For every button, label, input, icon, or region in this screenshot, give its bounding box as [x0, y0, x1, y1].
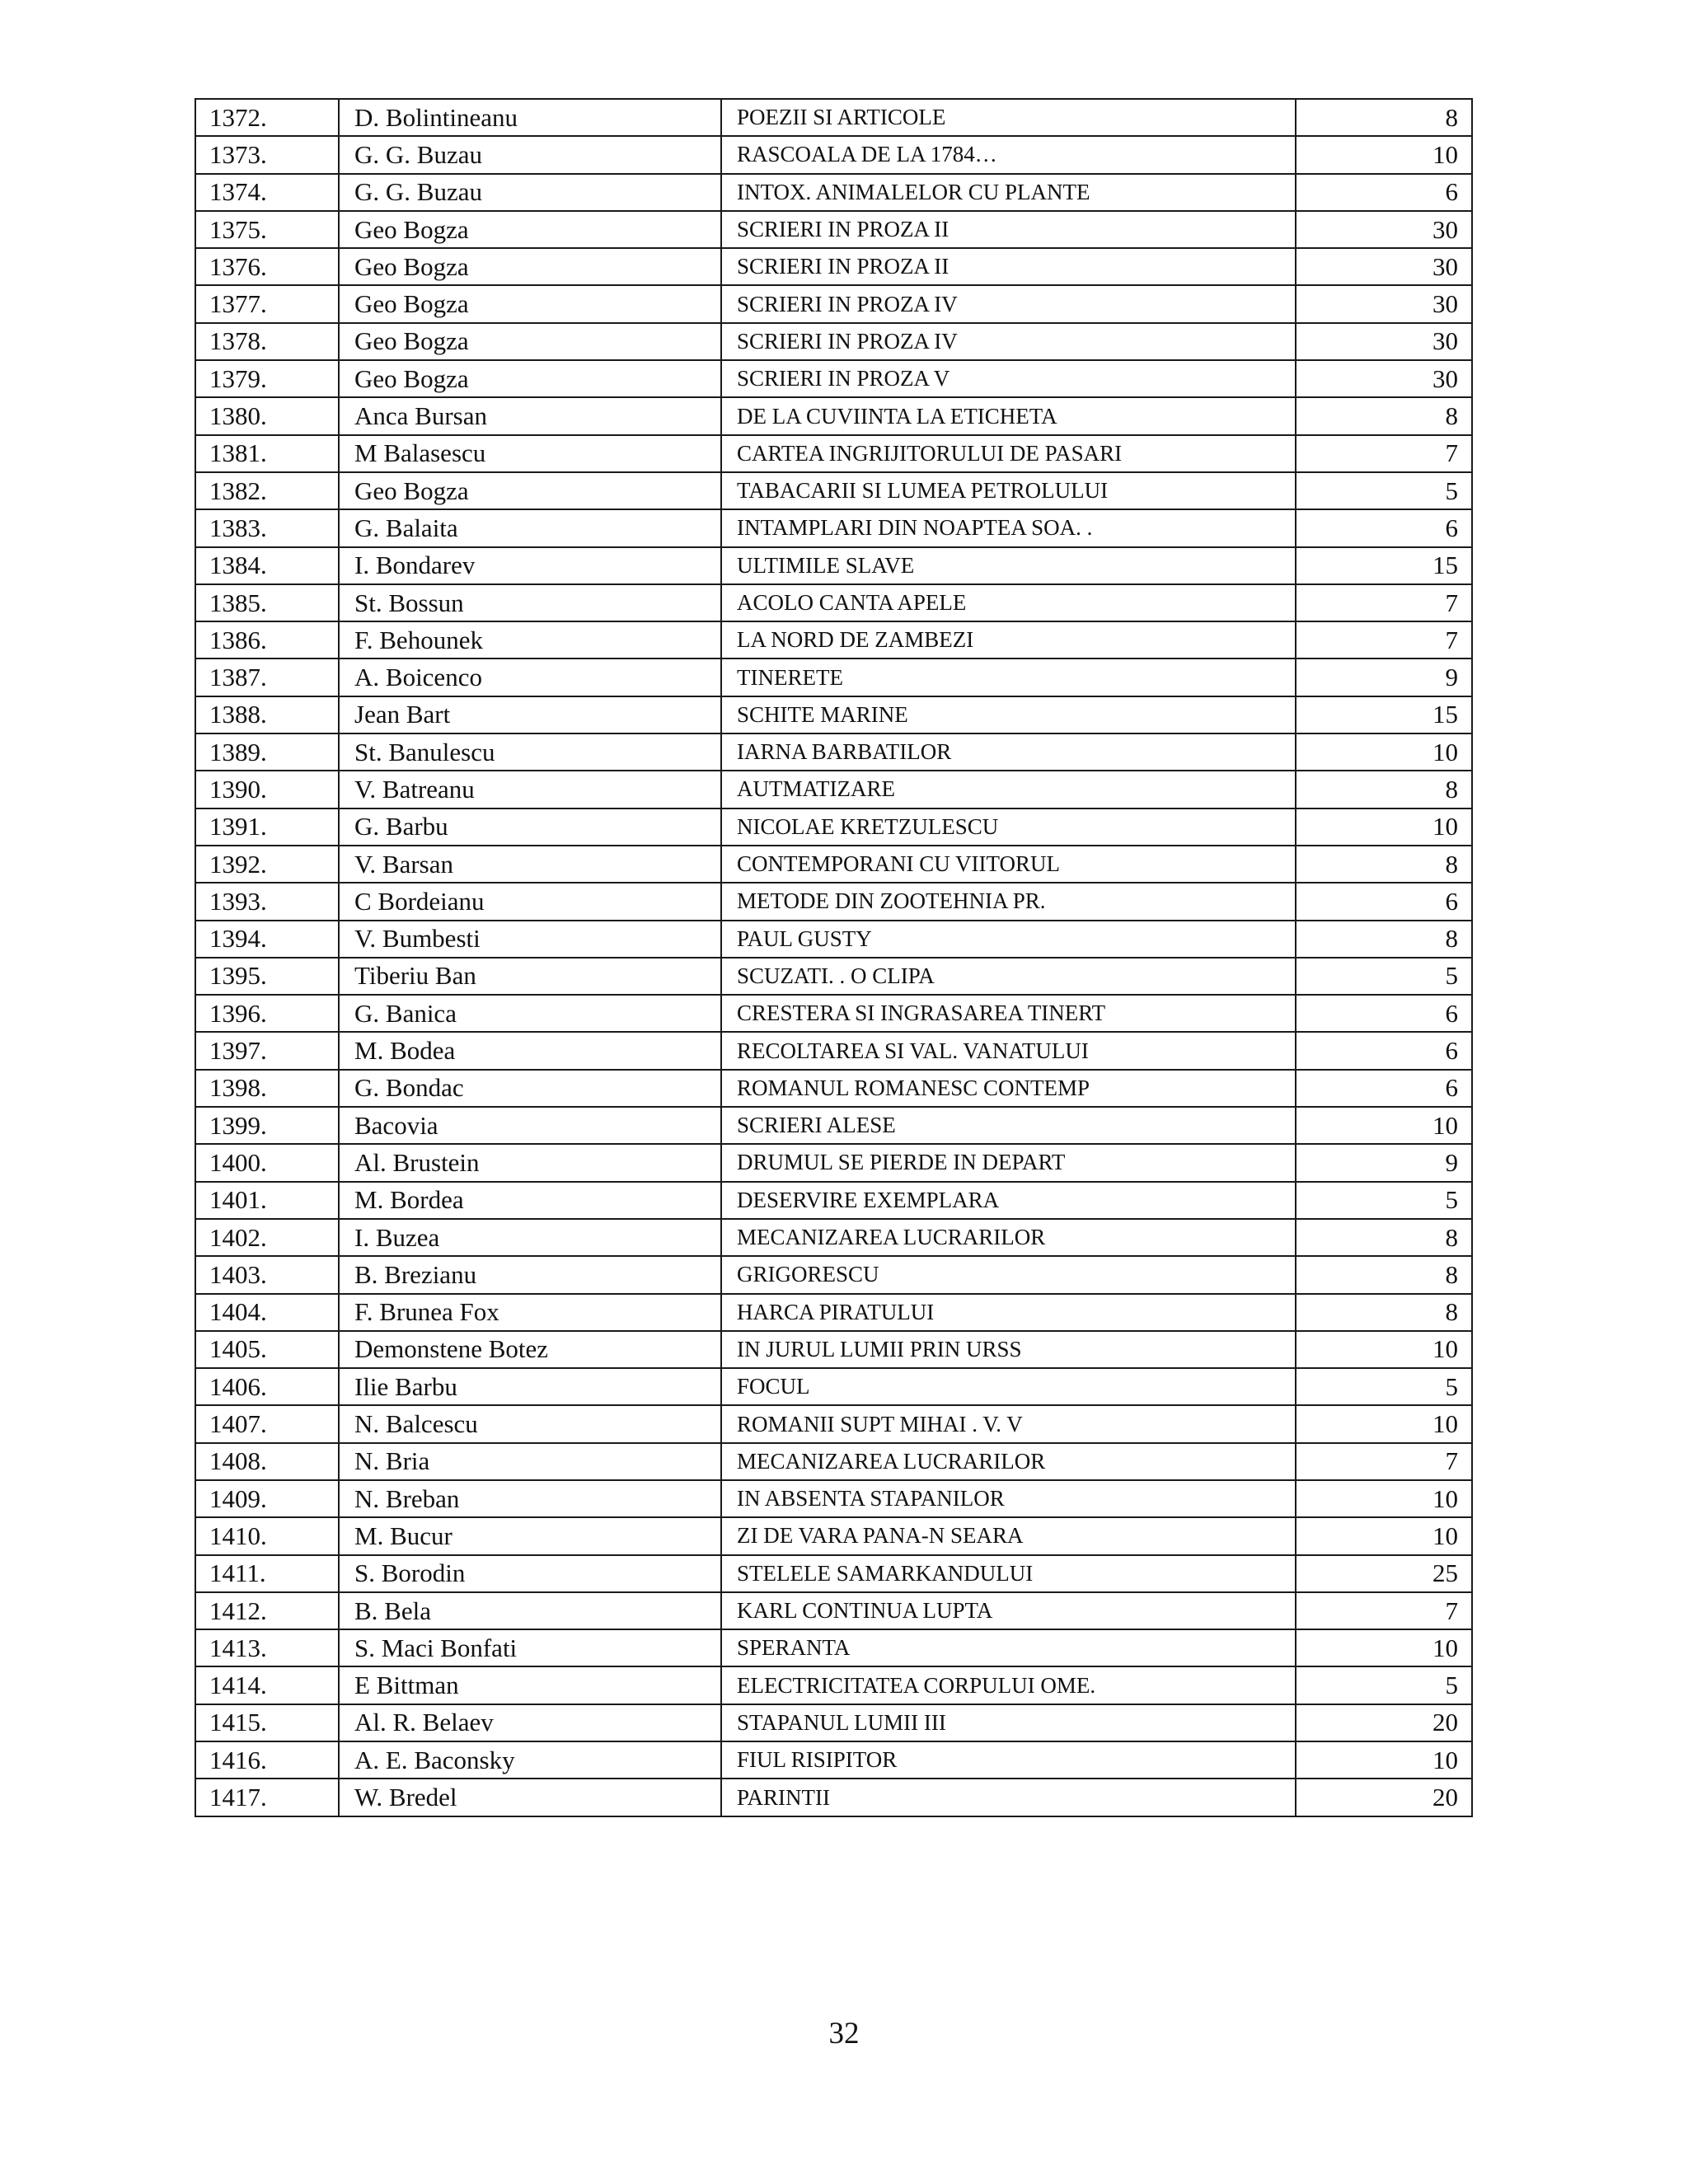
price-cell: 10	[1296, 733, 1472, 771]
table-row	[195, 323, 1472, 360]
price-cell: 9	[1296, 658, 1472, 696]
row-number-cell: 1373.	[195, 136, 339, 173]
row-number-cell: 1372.	[195, 99, 339, 136]
row-number-cell: 1389.	[195, 733, 339, 771]
row-number-cell: 1416.	[195, 1741, 339, 1779]
row-number-cell: 1398.	[195, 1070, 339, 1107]
title-cell: RECOLTAREA SI VAL. VANATULUI	[721, 1032, 1296, 1069]
table-row	[195, 211, 1472, 248]
price-cell: 7	[1296, 584, 1472, 621]
title-cell: ROMANII SUPT MIHAI . V. V	[721, 1405, 1296, 1442]
table-row	[195, 921, 1472, 958]
table-row	[195, 248, 1472, 285]
table-row	[195, 360, 1472, 397]
price-cell: 8	[1296, 1256, 1472, 1293]
title-cell: RASCOALA DE LA 1784…	[721, 136, 1296, 173]
row-number-cell: 1405.	[195, 1331, 339, 1368]
row-number-cell: 1406.	[195, 1368, 339, 1405]
row-number-cell: 1384.	[195, 547, 339, 584]
table-row	[195, 1107, 1472, 1144]
row-number-cell: 1377.	[195, 285, 339, 322]
price-cell: 10	[1296, 808, 1472, 846]
row-number-cell: 1413.	[195, 1629, 339, 1666]
author-cell: Demonstene Botez	[339, 1331, 721, 1368]
price-cell: 8	[1296, 397, 1472, 434]
title-cell: SCHITE MARINE	[721, 696, 1296, 733]
page-number: 32	[828, 2017, 860, 2050]
price-cell: 8	[1296, 99, 1472, 136]
table-row	[195, 1779, 1472, 1816]
inventory-table-body	[195, 99, 1472, 1816]
row-number-cell: 1410.	[195, 1517, 339, 1554]
price-cell: 9	[1296, 1144, 1472, 1181]
price-cell: 6	[1296, 1032, 1472, 1069]
author-cell: M. Bordea	[339, 1182, 721, 1219]
row-number-cell: 1390.	[195, 771, 339, 808]
author-cell: G. G. Buzau	[339, 136, 721, 173]
author-cell: W. Bredel	[339, 1779, 721, 1816]
price-cell: 6	[1296, 1070, 1472, 1107]
row-number-cell: 1409.	[195, 1480, 339, 1517]
row-number-cell: 1393.	[195, 883, 339, 920]
row-number-cell: 1378.	[195, 323, 339, 360]
title-cell: IN JURUL LUMII PRIN URSS	[721, 1331, 1296, 1368]
author-cell: Geo Bogza	[339, 360, 721, 397]
author-cell: Ilie Barbu	[339, 1368, 721, 1405]
author-cell: G. Bondac	[339, 1070, 721, 1107]
price-cell: 5	[1296, 958, 1472, 995]
title-cell: ULTIMILE SLAVE	[721, 547, 1296, 584]
table-row	[195, 1443, 1472, 1480]
author-cell: G. G. Buzau	[339, 174, 721, 211]
table-row	[195, 808, 1472, 846]
title-cell: METODE DIN ZOOTEHNIA PR.	[721, 883, 1296, 920]
author-cell: A. Boicenco	[339, 658, 721, 696]
price-cell: 10	[1296, 1741, 1472, 1779]
title-cell: HARCA PIRATULUI	[721, 1294, 1296, 1331]
title-cell: CARTEA INGRIJITORULUI DE PASARI	[721, 435, 1296, 472]
table-row	[195, 397, 1472, 434]
row-number-cell: 1417.	[195, 1779, 339, 1816]
title-cell: IN ABSENTA STAPANILOR	[721, 1480, 1296, 1517]
table-row	[195, 1070, 1472, 1107]
price-cell: 7	[1296, 1443, 1472, 1480]
price-cell: 5	[1296, 1368, 1472, 1405]
table-row	[195, 584, 1472, 621]
table-row	[195, 1368, 1472, 1405]
row-number-cell: 1403.	[195, 1256, 339, 1293]
table-row	[195, 1704, 1472, 1741]
price-cell: 20	[1296, 1779, 1472, 1816]
inventory-table	[195, 98, 1473, 1817]
title-cell: INTOX. ANIMALELOR CU PLANTE	[721, 174, 1296, 211]
row-number-cell: 1395.	[195, 958, 339, 995]
table-row	[195, 1405, 1472, 1442]
row-number-cell: 1385.	[195, 584, 339, 621]
author-cell: V. Bumbesti	[339, 921, 721, 958]
price-cell: 5	[1296, 1666, 1472, 1704]
author-cell: S. Borodin	[339, 1555, 721, 1592]
author-cell: F. Brunea Fox	[339, 1294, 721, 1331]
author-cell: St. Banulescu	[339, 733, 721, 771]
title-cell: MECANIZAREA LUCRARILOR	[721, 1443, 1296, 1480]
table-row	[195, 733, 1472, 771]
table-row	[195, 995, 1472, 1032]
price-cell: 25	[1296, 1555, 1472, 1592]
price-cell: 10	[1296, 136, 1472, 173]
author-cell: G. Barbu	[339, 808, 721, 846]
price-cell: 6	[1296, 995, 1472, 1032]
author-cell: Geo Bogza	[339, 248, 721, 285]
table-row	[195, 621, 1472, 658]
price-cell: 7	[1296, 435, 1472, 472]
table-row	[195, 472, 1472, 509]
title-cell: TINERETE	[721, 658, 1296, 696]
row-number-cell: 1382.	[195, 472, 339, 509]
title-cell: CONTEMPORANI CU VIITORUL	[721, 846, 1296, 883]
title-cell: DESERVIRE EXEMPLARA	[721, 1182, 1296, 1219]
author-cell: Bacovia	[339, 1107, 721, 1144]
price-cell: 30	[1296, 285, 1472, 322]
title-cell: FOCUL	[721, 1368, 1296, 1405]
row-number-cell: 1381.	[195, 435, 339, 472]
table-row	[195, 174, 1472, 211]
title-cell: SCRIERI IN PROZA II	[721, 211, 1296, 248]
table-row	[195, 1629, 1472, 1666]
title-cell: MECANIZAREA LUCRARILOR	[721, 1219, 1296, 1256]
price-cell: 10	[1296, 1480, 1472, 1517]
row-number-cell: 1401.	[195, 1182, 339, 1219]
title-cell: DE LA CUVIINTA LA ETICHETA	[721, 397, 1296, 434]
title-cell: SCRIERI ALESE	[721, 1107, 1296, 1144]
price-cell: 10	[1296, 1517, 1472, 1554]
author-cell: V. Barsan	[339, 846, 721, 883]
title-cell: AUTMATIZARE	[721, 771, 1296, 808]
author-cell: A. E. Baconsky	[339, 1741, 721, 1779]
author-cell: M Balasescu	[339, 435, 721, 472]
title-cell: SCUZATI. . O CLIPA	[721, 958, 1296, 995]
table-row	[195, 846, 1472, 883]
row-number-cell: 1414.	[195, 1666, 339, 1704]
table-row	[195, 696, 1472, 733]
price-cell: 30	[1296, 360, 1472, 397]
table-row	[195, 1219, 1472, 1256]
row-number-cell: 1388.	[195, 696, 339, 733]
author-cell: G. Balaita	[339, 509, 721, 546]
row-number-cell: 1404.	[195, 1294, 339, 1331]
title-cell: POEZII SI ARTICOLE	[721, 99, 1296, 136]
table-row	[195, 883, 1472, 920]
row-number-cell: 1376.	[195, 248, 339, 285]
author-cell: E Bittman	[339, 1666, 721, 1704]
row-number-cell: 1399.	[195, 1107, 339, 1144]
price-cell: 10	[1296, 1629, 1472, 1666]
author-cell: Jean Bart	[339, 696, 721, 733]
row-number-cell: 1386.	[195, 621, 339, 658]
price-cell: 6	[1296, 174, 1472, 211]
table-row	[195, 1592, 1472, 1629]
title-cell: STAPANUL LUMII III	[721, 1704, 1296, 1741]
author-cell: N. Balcescu	[339, 1405, 721, 1442]
price-cell: 8	[1296, 921, 1472, 958]
price-cell: 6	[1296, 883, 1472, 920]
title-cell: ELECTRICITATEA CORPULUI OME.	[721, 1666, 1296, 1704]
price-cell: 8	[1296, 1294, 1472, 1331]
table-row	[195, 958, 1472, 995]
title-cell: KARL CONTINUA LUPTA	[721, 1592, 1296, 1629]
table-row	[195, 285, 1472, 322]
author-cell: D. Bolintineanu	[339, 99, 721, 136]
title-cell: ZI DE VARA PANA-N SEARA	[721, 1517, 1296, 1554]
author-cell: N. Bria	[339, 1443, 721, 1480]
price-cell: 8	[1296, 771, 1472, 808]
title-cell: SCRIERI IN PROZA IV	[721, 285, 1296, 322]
title-cell: SCRIERI IN PROZA IV	[721, 323, 1296, 360]
row-number-cell: 1387.	[195, 658, 339, 696]
price-cell: 10	[1296, 1331, 1472, 1368]
author-cell: F. Behounek	[339, 621, 721, 658]
row-number-cell: 1375.	[195, 211, 339, 248]
table-row	[195, 1517, 1472, 1554]
title-cell: ACOLO CANTA APELE	[721, 584, 1296, 621]
title-cell: DRUMUL SE PIERDE IN DEPART	[721, 1144, 1296, 1181]
row-number-cell: 1415.	[195, 1704, 339, 1741]
title-cell: STELELE SAMARKANDULUI	[721, 1555, 1296, 1592]
table-row	[195, 1294, 1472, 1331]
price-cell: 8	[1296, 846, 1472, 883]
title-cell: PARINTII	[721, 1779, 1296, 1816]
row-number-cell: 1411.	[195, 1555, 339, 1592]
table-row	[195, 1555, 1472, 1592]
title-cell: PAUL GUSTY	[721, 921, 1296, 958]
price-cell: 8	[1296, 1219, 1472, 1256]
price-cell: 20	[1296, 1704, 1472, 1741]
row-number-cell: 1392.	[195, 846, 339, 883]
table-row	[195, 1032, 1472, 1069]
table-row	[195, 1741, 1472, 1779]
row-number-cell: 1408.	[195, 1443, 339, 1480]
row-number-cell: 1391.	[195, 808, 339, 846]
price-cell: 7	[1296, 1592, 1472, 1629]
title-cell: IARNA BARBATILOR	[721, 733, 1296, 771]
title-cell: FIUL RISIPITOR	[721, 1741, 1296, 1779]
table-row	[195, 99, 1472, 136]
title-cell: SCRIERI IN PROZA II	[721, 248, 1296, 285]
author-cell: Anca Bursan	[339, 397, 721, 434]
table-row	[195, 1331, 1472, 1368]
author-cell: Tiberiu Ban	[339, 958, 721, 995]
row-number-cell: 1400.	[195, 1144, 339, 1181]
price-cell: 30	[1296, 211, 1472, 248]
title-cell: ROMANUL ROMANESC CONTEMP	[721, 1070, 1296, 1107]
price-cell: 5	[1296, 472, 1472, 509]
row-number-cell: 1407.	[195, 1405, 339, 1442]
table-row	[195, 1144, 1472, 1181]
title-cell: SPERANTA	[721, 1629, 1296, 1666]
author-cell: N. Breban	[339, 1480, 721, 1517]
author-cell: Al. Brustein	[339, 1144, 721, 1181]
table-row	[195, 136, 1472, 173]
price-cell: 10	[1296, 1107, 1472, 1144]
author-cell: M. Bucur	[339, 1517, 721, 1554]
row-number-cell: 1397.	[195, 1032, 339, 1069]
row-number-cell: 1383.	[195, 509, 339, 546]
author-cell: B. Bela	[339, 1592, 721, 1629]
table-row	[195, 435, 1472, 472]
author-cell: C Bordeianu	[339, 883, 721, 920]
table-row	[195, 1256, 1472, 1293]
price-cell: 6	[1296, 509, 1472, 546]
author-cell: Al. R. Belaev	[339, 1704, 721, 1741]
table-row	[195, 509, 1472, 546]
price-cell: 7	[1296, 621, 1472, 658]
row-number-cell: 1396.	[195, 995, 339, 1032]
author-cell: I. Buzea	[339, 1219, 721, 1256]
author-cell: Geo Bogza	[339, 211, 721, 248]
price-cell: 15	[1296, 696, 1472, 733]
table-row	[195, 547, 1472, 584]
price-cell: 5	[1296, 1182, 1472, 1219]
row-number-cell: 1379.	[195, 360, 339, 397]
row-number-cell: 1412.	[195, 1592, 339, 1629]
table-row	[195, 1480, 1472, 1517]
title-cell: GRIGORESCU	[721, 1256, 1296, 1293]
author-cell: St. Bossun	[339, 584, 721, 621]
title-cell: TABACARII SI LUMEA PETROLULUI	[721, 472, 1296, 509]
author-cell: G. Banica	[339, 995, 721, 1032]
title-cell: LA NORD DE ZAMBEZI	[721, 621, 1296, 658]
price-cell: 30	[1296, 323, 1472, 360]
table-row	[195, 658, 1472, 696]
price-cell: 15	[1296, 547, 1472, 584]
row-number-cell: 1402.	[195, 1219, 339, 1256]
author-cell: Geo Bogza	[339, 472, 721, 509]
author-cell: V. Batreanu	[339, 771, 721, 808]
price-cell: 10	[1296, 1405, 1472, 1442]
row-number-cell: 1374.	[195, 174, 339, 211]
title-cell: CRESTERA SI INGRASAREA TINERT	[721, 995, 1296, 1032]
title-cell: INTAMPLARI DIN NOAPTEA SOA. .	[721, 509, 1296, 546]
author-cell: Geo Bogza	[339, 323, 721, 360]
author-cell: S. Maci Bonfati	[339, 1629, 721, 1666]
table-row	[195, 1666, 1472, 1704]
author-cell: Geo Bogza	[339, 285, 721, 322]
author-cell: B. Brezianu	[339, 1256, 721, 1293]
row-number-cell: 1380.	[195, 397, 339, 434]
title-cell: SCRIERI IN PROZA V	[721, 360, 1296, 397]
table-row	[195, 1182, 1472, 1219]
author-cell: M. Bodea	[339, 1032, 721, 1069]
table-row	[195, 771, 1472, 808]
author-cell: I. Bondarev	[339, 547, 721, 584]
row-number-cell: 1394.	[195, 921, 339, 958]
price-cell: 30	[1296, 248, 1472, 285]
title-cell: NICOLAE KRETZULESCU	[721, 808, 1296, 846]
